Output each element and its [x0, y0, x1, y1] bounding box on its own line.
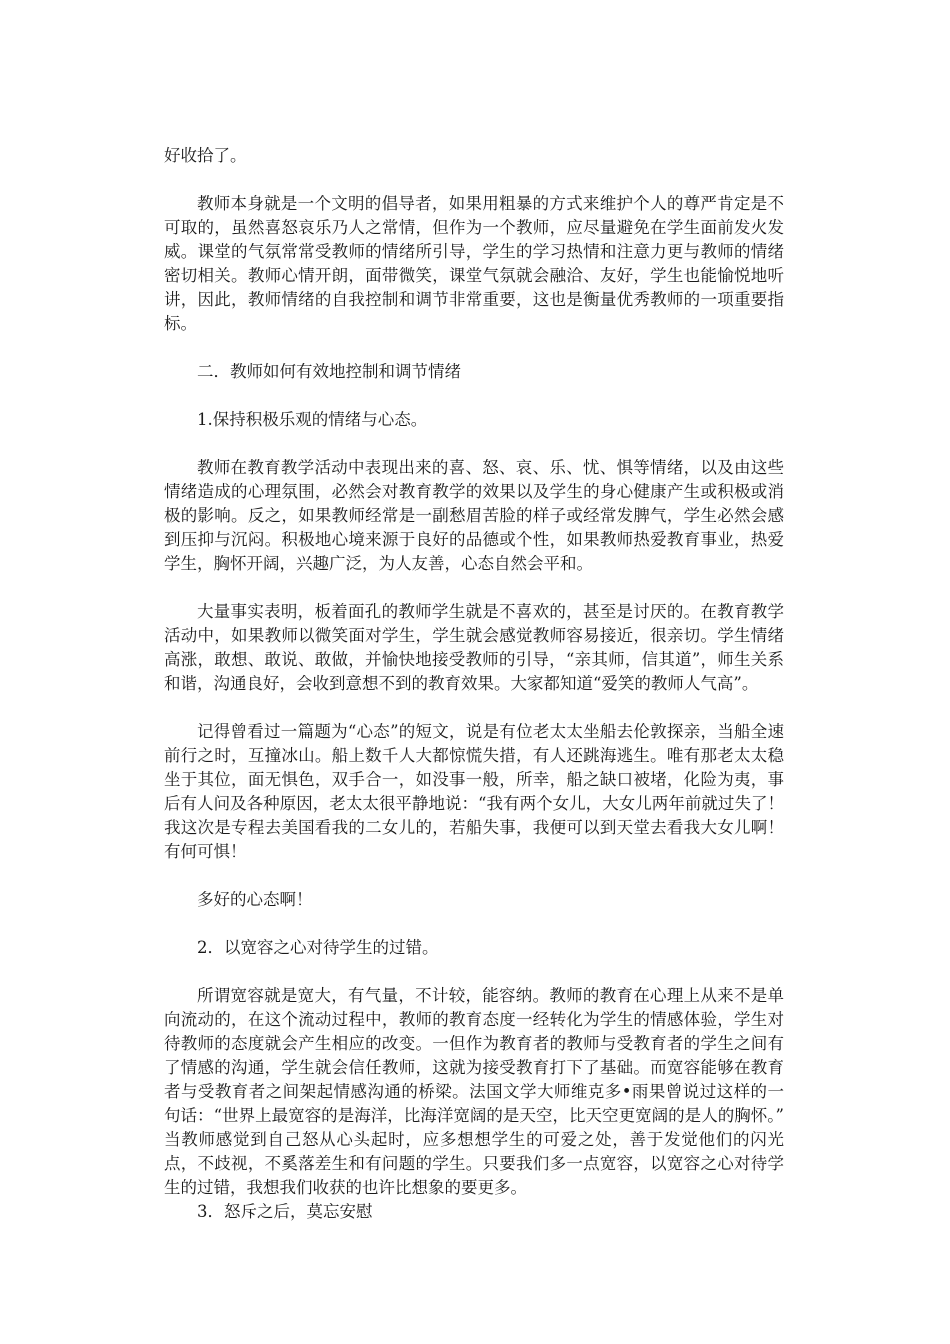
subheading-1: 1.保持积极乐观的情绪与心态。	[197, 410, 428, 429]
subheading-2: 2．以宽容之心对待学生的过错。	[197, 938, 439, 957]
paragraph-tolerance: 所谓宽容就是宽大，有气量，不计较，能容纳。教师的教育在心理上从来不是单向流动的，在这个流动过程中，教师的教育态度一经转化为学生的情感体验，学生对待教师的态度就会产生相应的改变。一但作为教育者的教师与受教育者的学生之间有了情感的沟通，学生就会信任教师，这就为接受教育打下了基础。而宽容能够在教育者与受教育者之间架起情感沟通的桥梁。法国文学大师维克多•雨果曾说过这样的一句话：“世界上最宽容的是海洋，比海洋宽阔的是天空，比天空更宽阔的是人的胸怀。” 当教师感觉到自己怒从心头起时，应多想想学生的可爱之处，善于发觉他们的闪光点，不歧视，不奚落差生和有问题的学生。只要我们多一点宽容，以宽容之心对待学生的过错，我想我们收获的也许比想象的要更多。	[164, 986, 801, 1197]
paragraph-story: 记得曾看过一篇题为“心态”的短文，说是有位老太太坐船去伦敦探亲，当船全速前行之时，互撞冰山。船上数千人大都惊慌失措，有人还跳海逃生。唯有那老太太稳坐于其位，面无惧色，双手合一，如没事一般，所幸，船之缺口被堵，化险为夷，事后有人问及各种原因，老太太很平静地说：“我有两个女儿，大女儿两年前就过失了！我这次是专程去美国看我的二女儿的，若船失事，我便可以到天堂去看我大女儿啊！有何可惧！	[164, 722, 784, 861]
document-body	[164, 144, 801, 1224]
paragraph-smile: 大量事实表明，板着面孔的教师学生就是不喜欢的，甚至是讨厌的。在教育教学活动中，如果教师以微笑面对学生，学生就会感觉教师容易接近，很亲切。学生情绪高涨，敢想、敢说、敢做，并愉快地接受教师的引导，“亲其师，信其道”，师生关系和谐，沟通良好，会收到意想不到的教育效果。大家都知道“爱笑的教师人气高”。	[164, 602, 784, 693]
paragraph-exclamation: 多好的心态啊！	[197, 890, 313, 909]
paragraph-emotions: 教师在教育教学活动中表现出来的喜、怒、哀、乐、忧、惧等情绪，以及由这些情绪造成的心理氛围，必然会对教育教学的效果以及学生的身心健康产生或积极或消极的影响。反之，如果教师经常是一副愁眉苦脸的样子或经常发脾气，学生必然会感到压抑与沉闷。积极地心境来源于良好的品德或个性，如果教师热爱教育事业，热爱学生，胸怀开阔，兴趣广泛，为人友善，心态自然会平和。	[164, 458, 784, 573]
section-heading-2: 二．教师如何有效地控制和调节情绪	[197, 362, 461, 381]
paragraph-continuation: 好收拾了。	[164, 146, 247, 165]
subheading-3: 3．怒斥之后，莫忘安慰	[197, 1202, 373, 1221]
paragraph-teacher-role: 教师本身就是一个文明的倡导者，如果用粗暴的方式来维护个人的尊严肯定是不可取的，虽然喜怒哀乐乃人之常情，但作为一个教师，应尽量避免在学生面前发火发威。课堂的气氛常常受教师的情绪所引导，学生的学习热情和注意力更与教师的情绪密切相关。教师心情开朗，面带微笑，课堂气氛就会融洽、友好，学生也能愉悦地听讲，因此，教师情绪的自我控制和调节非常重要，这也是衡量优秀教师的一项重要指标。	[164, 194, 784, 333]
